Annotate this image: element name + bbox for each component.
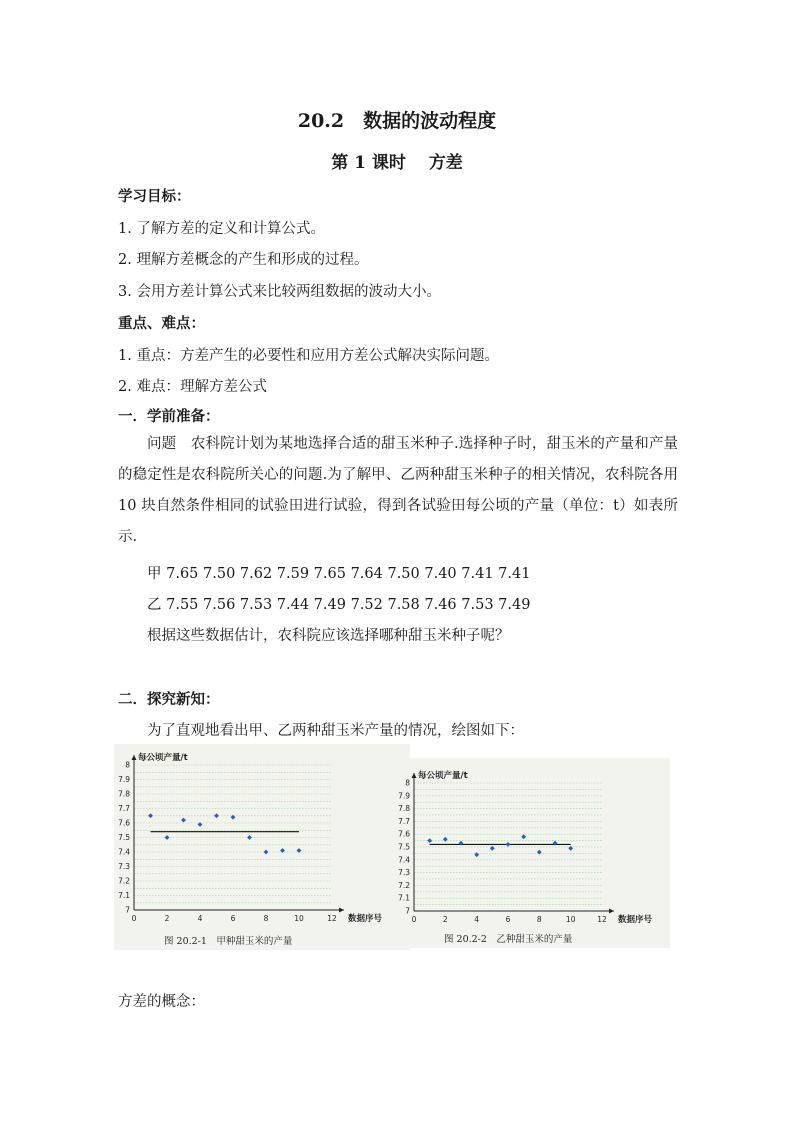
x-tick-label: 4 [197,914,203,923]
y-tick-label: 7.9 [118,775,130,784]
problem-paragraph: 问题 农科院计划为某地选择合适的甜玉米种子.选择种子时，甜玉米的产量和产量的稳定性是农科院所关心的问题.为了解甲、乙两种甜玉米种子的相关情况，农科院各用 10 块自然条件相同的试验田进行试验，得到各试验田每公顷的产量（单位：t）如表所示. [118,436,678,545]
key-point-item-1: 1. 重点：方差产生的必要性和应用方差公式解决实际问题。 [118,348,499,364]
y-tick-label: 7.7 [398,816,410,826]
data-point [568,846,573,851]
section-title: 20.2 数据的波动程度 [297,110,497,132]
y-axis-arrow [132,755,137,760]
chart-yi [398,758,670,948]
y-tick-label: 7.5 [398,842,410,852]
data-point [443,837,448,842]
key-point-item-2: 2. 难点：理解方差公式 [118,379,267,395]
y-tick-label: 7.1 [398,893,410,903]
y-tick-label: 7.3 [398,868,410,878]
y-tick-label: 7.8 [398,804,410,814]
data-point [247,835,252,840]
y-tick-label: 7.3 [118,862,130,871]
x-tick-label: 6 [505,915,511,924]
x-axis-label: 数据序号 [618,915,653,925]
y-axis-label: 每公顷产量/t [418,771,468,781]
y-tick-label: 7.6 [118,818,130,828]
chart-yi-svg [398,758,670,948]
data-point [181,818,186,823]
data-point [427,838,432,843]
lesson-title: 第 1 课时 方差 [331,153,463,173]
x-tick-label: 0 [131,914,137,923]
x-tick-label: 12 [597,915,607,924]
x-tick-label: 6 [230,914,236,923]
y-tick-label: 7.8 [118,789,130,799]
y-tick-label: 8 [125,760,130,770]
x-tick-label: 2 [164,914,170,923]
x-tick-label: 8 [263,914,269,923]
x-tick-label: 10 [294,914,304,923]
data-point [521,834,526,839]
y-tick-label: 7 [405,906,410,916]
y-tick-label: 7.6 [398,829,410,839]
data-point [165,835,170,840]
x-tick-label: 4 [474,915,480,924]
objective-item-3: 3. 会用方差计算公式来比较两组数据的波动大小。 [118,284,441,300]
chart-jia [114,744,410,950]
data-row-yi: 乙 7.55 7.56 7.53 7.44 7.49 7.52 7.58 7.46 7.53 7.49 [147,597,531,613]
y-tick-label: 7.5 [118,833,130,842]
y-axis-label: 每公顷产量/t [138,753,188,763]
data-point [506,842,511,847]
data-point [537,850,542,855]
chart-caption: 图 20.2-1 甲种甜玉米的产量 [164,936,293,947]
y-tick-label: 8 [405,778,410,788]
y-tick-label: 7.2 [398,880,410,890]
y-tick-label: 7.9 [398,791,410,801]
y-tick-label: 7 [125,905,130,915]
objective-item-1: 1. 了解方差的定义和计算公式。 [118,221,325,237]
data-point [148,813,153,818]
variance-concept-label: 方差的概念： [118,994,205,1010]
x-axis-arrow [339,908,344,913]
y-tick-label: 7.4 [118,847,130,857]
data-point [264,850,269,855]
x-axis-arrow [609,909,614,914]
data-point [214,813,219,818]
y-tick-label: 7.4 [398,855,410,865]
explore-heading: 二．探究新知： [118,691,220,708]
x-tick-label: 0 [411,915,417,924]
y-tick-label: 7.1 [118,891,130,900]
objective-item-2: 2. 理解方差概念的产生和形成的过程。 [118,252,369,268]
explore-intro: 为了直观地看出甲、乙两种甜玉米产量的情况，绘图如下： [147,723,524,739]
x-tick-label: 12 [327,914,337,923]
y-axis-arrow [412,773,417,778]
x-tick-label: 8 [536,915,542,924]
chart-jia-svg [114,744,410,950]
question-text: 根据这些数据估计，农科院应该选择哪种甜玉米种子呢？ [147,628,510,644]
x-axis-label: 数据序号 [348,914,383,924]
chart-caption: 图 20.2-2 乙种甜玉米的产量 [444,934,573,945]
data-row-jia: 甲 7.65 7.50 7.62 7.59 7.65 7.64 7.50 7.40 7.41 7.41 [147,566,531,582]
data-point [474,852,479,857]
y-tick-label: 7.7 [118,804,130,813]
objectives-heading: 学习目标： [118,188,191,205]
x-tick-label: 2 [442,915,448,924]
x-tick-label: 10 [565,915,576,924]
data-point [490,846,495,851]
y-tick-label: 7.2 [118,876,130,886]
prep-heading: 一．学前准备： [118,408,220,425]
key-points-heading: 重点、难点： [118,315,205,332]
